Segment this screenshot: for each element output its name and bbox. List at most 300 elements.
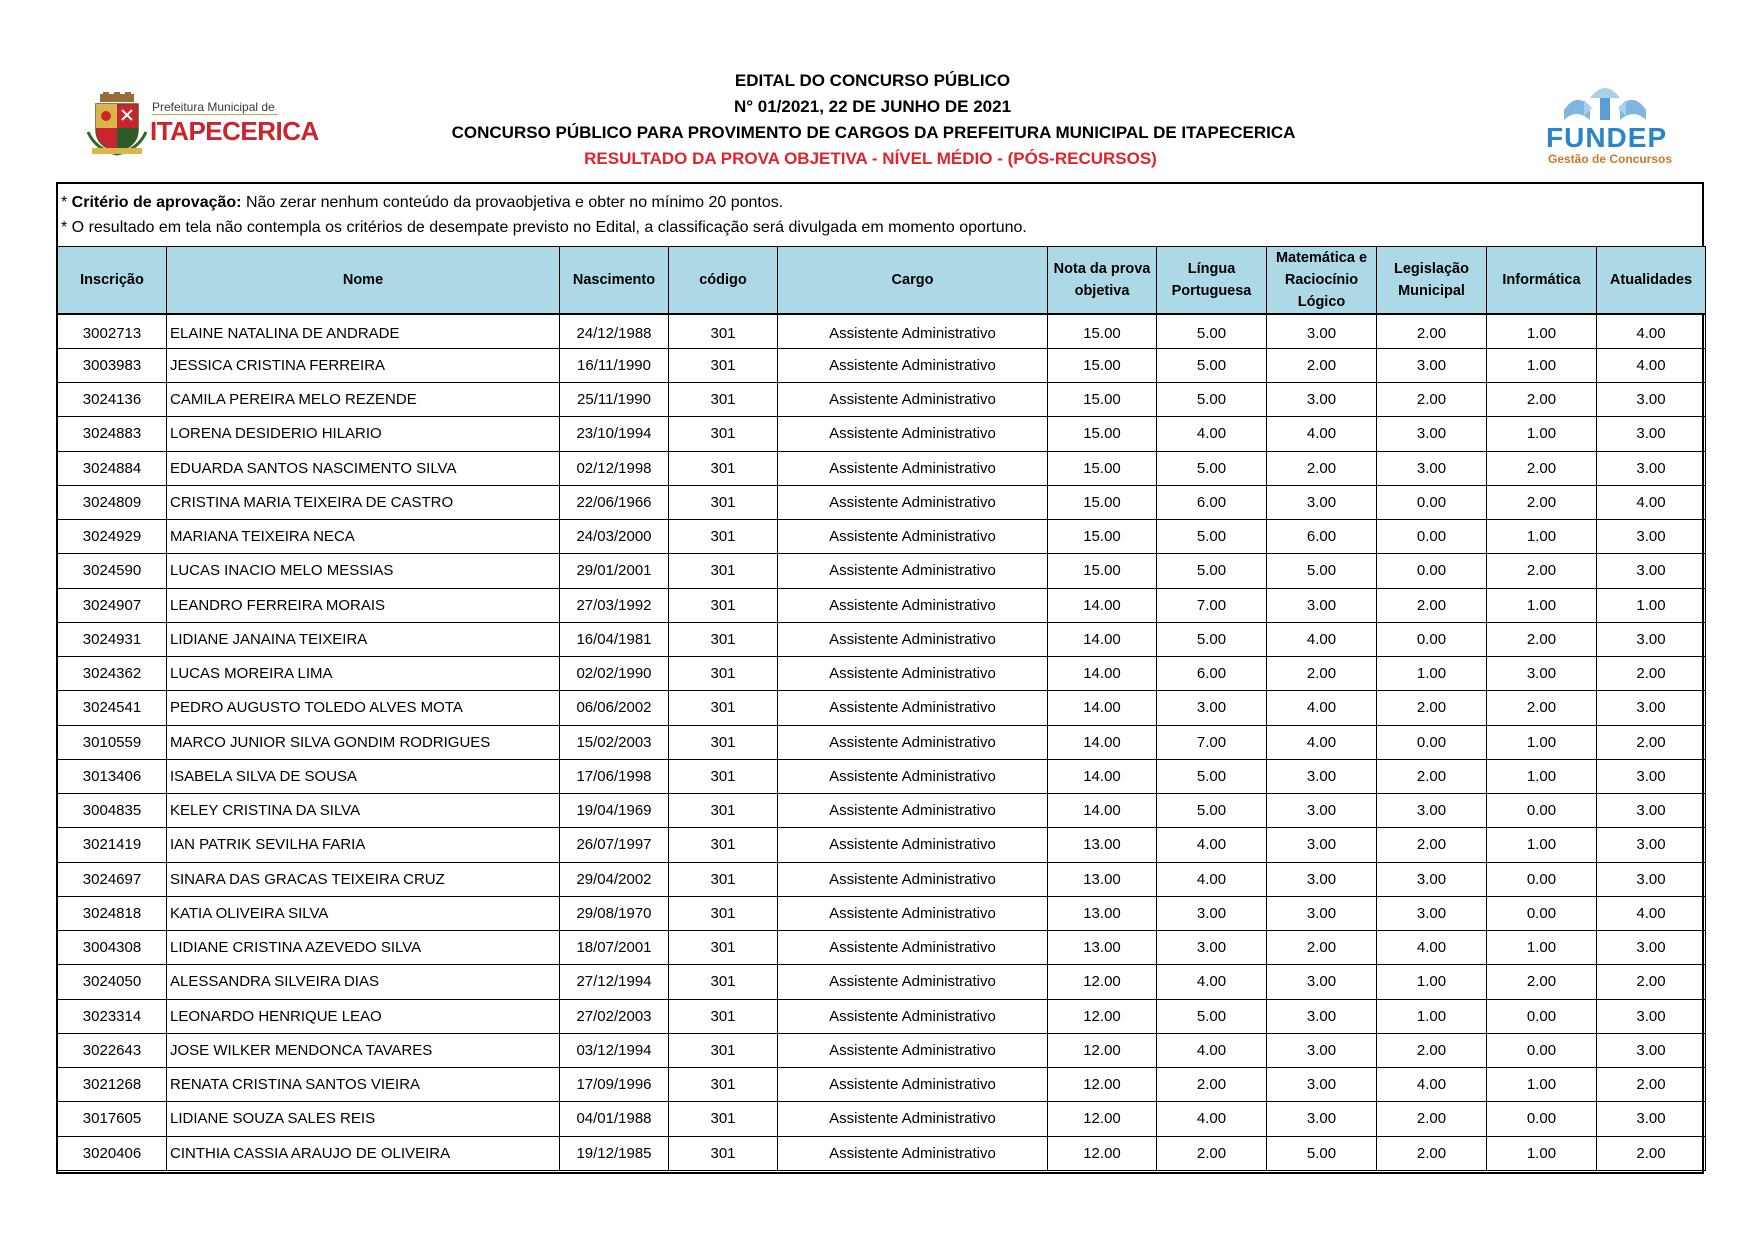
cell-legislacao: 2.00 [1377, 691, 1487, 725]
cell-atualidades: 2.00 [1597, 725, 1706, 759]
cell-nome: CINTHIA CASSIA ARAUJO DE OLIVEIRA [167, 1136, 560, 1170]
cell-nota: 14.00 [1048, 725, 1157, 759]
cell-cargo: Assistente Administrativo [778, 314, 1048, 348]
cell-lingua-portuguesa: 4.00 [1157, 1033, 1267, 1067]
cell-inscricao: 3003983 [58, 348, 167, 382]
cell-legislacao: 0.00 [1377, 485, 1487, 519]
cell-nascimento: 29/04/2002 [560, 862, 669, 896]
cell-nota: 12.00 [1048, 999, 1157, 1033]
note-approval-prefix: * [61, 194, 72, 211]
cell-matematica: 2.00 [1267, 931, 1377, 965]
cell-nome: LIDIANE CRISTINA AZEVEDO SILVA [167, 931, 560, 965]
cell-inscricao: 3024050 [58, 965, 167, 999]
cell-matematica: 3.00 [1267, 485, 1377, 519]
cell-cargo: Assistente Administrativo [778, 622, 1048, 656]
col-header-legislacao: Legislação Municipal [1377, 247, 1487, 315]
cell-codigo: 301 [669, 1068, 778, 1102]
cell-cargo: Assistente Administrativo [778, 965, 1048, 999]
table-row [58, 1068, 1706, 1102]
cell-legislacao: 4.00 [1377, 931, 1487, 965]
cell-legislacao: 0.00 [1377, 554, 1487, 588]
cell-atualidades: 3.00 [1597, 1033, 1706, 1067]
fundep-logo [1536, 80, 1676, 168]
col-header-matematica: Matemática e Raciocínio Lógico [1267, 247, 1377, 315]
cell-nota: 14.00 [1048, 759, 1157, 793]
cell-lingua-portuguesa: 4.00 [1157, 1102, 1267, 1136]
cell-atualidades: 4.00 [1597, 485, 1706, 519]
col-header-cargo: Cargo [778, 247, 1048, 315]
table-row [58, 314, 1706, 348]
cell-nome: LIDIANE SOUZA SALES REIS [167, 1102, 560, 1136]
cell-informatica: 2.00 [1487, 965, 1597, 999]
cell-codigo: 301 [669, 657, 778, 691]
cell-lingua-portuguesa: 2.00 [1157, 1136, 1267, 1170]
cell-legislacao: 2.00 [1377, 588, 1487, 622]
cell-atualidades: 3.00 [1597, 828, 1706, 862]
cell-codigo: 301 [669, 520, 778, 554]
cell-nascimento: 02/12/1998 [560, 451, 669, 485]
cell-lingua-portuguesa: 4.00 [1157, 862, 1267, 896]
cell-nascimento: 17/09/1996 [560, 1068, 669, 1102]
cell-legislacao: 2.00 [1377, 759, 1487, 793]
cell-nota: 15.00 [1048, 383, 1157, 417]
cell-codigo: 301 [669, 862, 778, 896]
cell-nome: LORENA DESIDERIO HILARIO [167, 417, 560, 451]
cell-lingua-portuguesa: 5.00 [1157, 348, 1267, 382]
cell-codigo: 301 [669, 794, 778, 828]
cell-cargo: Assistente Administrativo [778, 725, 1048, 759]
cell-atualidades: 3.00 [1597, 1102, 1706, 1136]
col-header-nota: Nota da prova objetiva [1048, 247, 1157, 315]
cell-matematica: 3.00 [1267, 1068, 1377, 1102]
cell-nota: 15.00 [1048, 485, 1157, 519]
cell-atualidades: 4.00 [1597, 314, 1706, 348]
cell-nascimento: 02/02/1990 [560, 657, 669, 691]
cell-matematica: 4.00 [1267, 417, 1377, 451]
cell-nascimento: 24/03/2000 [560, 520, 669, 554]
cell-nascimento: 23/10/1994 [560, 417, 669, 451]
cell-nascimento: 17/06/1998 [560, 759, 669, 793]
cell-nome: CAMILA PEREIRA MELO REZENDE [167, 383, 560, 417]
logo-prefix: Prefeitura Municipal de [152, 100, 275, 114]
cell-codigo: 301 [669, 348, 778, 382]
cell-nome: JESSICA CRISTINA FERREIRA [167, 348, 560, 382]
cell-informatica: 3.00 [1487, 657, 1597, 691]
cell-codigo: 301 [669, 451, 778, 485]
table-row [58, 554, 1706, 588]
cell-matematica: 3.00 [1267, 999, 1377, 1033]
cell-inscricao: 3021268 [58, 1068, 167, 1102]
cell-codigo: 301 [669, 759, 778, 793]
cell-nascimento: 25/11/1990 [560, 383, 669, 417]
cell-atualidades: 1.00 [1597, 588, 1706, 622]
document-header [0, 68, 1755, 172]
cell-informatica: 0.00 [1487, 999, 1597, 1033]
cell-nome: LIDIANE JANAINA TEIXEIRA [167, 622, 560, 656]
table-row [58, 485, 1706, 519]
cell-informatica: 2.00 [1487, 485, 1597, 519]
cell-matematica: 3.00 [1267, 1102, 1377, 1136]
cell-legislacao: 0.00 [1377, 520, 1487, 554]
cell-legislacao: 3.00 [1377, 451, 1487, 485]
cell-atualidades: 3.00 [1597, 999, 1706, 1033]
cell-informatica: 1.00 [1487, 931, 1597, 965]
cell-atualidades: 2.00 [1597, 1068, 1706, 1102]
cell-legislacao: 2.00 [1377, 1136, 1487, 1170]
cell-nome: KATIA OLIVEIRA SILVA [167, 896, 560, 930]
cell-nascimento: 06/06/2002 [560, 691, 669, 725]
cell-lingua-portuguesa: 2.00 [1157, 1068, 1267, 1102]
table-row [58, 622, 1706, 656]
col-header-nome: Nome [167, 247, 560, 315]
cell-nota: 12.00 [1048, 1033, 1157, 1067]
table-row [58, 999, 1706, 1033]
cell-atualidades: 3.00 [1597, 622, 1706, 656]
cell-cargo: Assistente Administrativo [778, 931, 1048, 965]
cell-cargo: Assistente Administrativo [778, 999, 1048, 1033]
cell-matematica: 3.00 [1267, 383, 1377, 417]
cell-legislacao: 1.00 [1377, 999, 1487, 1033]
cell-informatica: 0.00 [1487, 1102, 1597, 1136]
cell-nota: 14.00 [1048, 657, 1157, 691]
table-row [58, 691, 1706, 725]
cell-nome: ALESSANDRA SILVEIRA DIAS [167, 965, 560, 999]
cell-nascimento: 04/01/1988 [560, 1102, 669, 1136]
cell-informatica: 1.00 [1487, 314, 1597, 348]
cell-cargo: Assistente Administrativo [778, 691, 1048, 725]
cell-nota: 13.00 [1048, 896, 1157, 930]
cell-inscricao: 3024931 [58, 622, 167, 656]
cell-matematica: 4.00 [1267, 725, 1377, 759]
cell-codigo: 301 [669, 691, 778, 725]
table-row [58, 417, 1706, 451]
cell-lingua-portuguesa: 5.00 [1157, 622, 1267, 656]
results-table [57, 246, 1706, 1171]
cell-legislacao: 4.00 [1377, 1068, 1487, 1102]
cell-nascimento: 27/02/2003 [560, 999, 669, 1033]
table-row [58, 383, 1706, 417]
cell-atualidades: 3.00 [1597, 520, 1706, 554]
cell-lingua-portuguesa: 5.00 [1157, 999, 1267, 1033]
cell-nota: 14.00 [1048, 691, 1157, 725]
cell-codigo: 301 [669, 725, 778, 759]
fundep-brand: FUNDEP [1546, 122, 1668, 153]
cell-informatica: 1.00 [1487, 520, 1597, 554]
cell-atualidades: 2.00 [1597, 657, 1706, 691]
cell-matematica: 4.00 [1267, 691, 1377, 725]
cell-matematica: 2.00 [1267, 657, 1377, 691]
cell-legislacao: 2.00 [1377, 383, 1487, 417]
cell-codigo: 301 [669, 622, 778, 656]
cell-informatica: 2.00 [1487, 383, 1597, 417]
cell-nome: IAN PATRIK SEVILHA FARIA [167, 828, 560, 862]
cell-informatica: 0.00 [1487, 1033, 1597, 1067]
cell-nota: 13.00 [1048, 931, 1157, 965]
table-row [58, 348, 1706, 382]
cell-informatica: 1.00 [1487, 588, 1597, 622]
col-header-nascimento: Nascimento [560, 247, 669, 315]
cell-matematica: 3.00 [1267, 794, 1377, 828]
cell-cargo: Assistente Administrativo [778, 417, 1048, 451]
cell-cargo: Assistente Administrativo [778, 588, 1048, 622]
cell-nascimento: 19/12/1985 [560, 1136, 669, 1170]
cell-atualidades: 3.00 [1597, 931, 1706, 965]
cell-codigo: 301 [669, 1033, 778, 1067]
cell-informatica: 2.00 [1487, 691, 1597, 725]
cell-atualidades: 3.00 [1597, 417, 1706, 451]
cell-nome: SINARA DAS GRACAS TEIXEIRA CRUZ [167, 862, 560, 896]
cell-legislacao: 3.00 [1377, 348, 1487, 382]
cell-nascimento: 15/02/2003 [560, 725, 669, 759]
cell-codigo: 301 [669, 896, 778, 930]
cell-matematica: 2.00 [1267, 348, 1377, 382]
table-row [58, 828, 1706, 862]
cell-lingua-portuguesa: 3.00 [1157, 691, 1267, 725]
cell-nome: ELAINE NATALINA DE ANDRADE [167, 314, 560, 348]
cell-atualidades: 3.00 [1597, 759, 1706, 793]
cell-lingua-portuguesa: 5.00 [1157, 759, 1267, 793]
cell-inscricao: 3022643 [58, 1033, 167, 1067]
cell-inscricao: 3024136 [58, 383, 167, 417]
cell-codigo: 301 [669, 965, 778, 999]
cell-codigo: 301 [669, 828, 778, 862]
cell-informatica: 0.00 [1487, 794, 1597, 828]
col-header-atualidades: Atualidades [1597, 247, 1706, 315]
cell-nome: KELEY CRISTINA DA SILVA [167, 794, 560, 828]
cell-informatica: 2.00 [1487, 622, 1597, 656]
cell-lingua-portuguesa: 5.00 [1157, 451, 1267, 485]
cell-legislacao: 1.00 [1377, 657, 1487, 691]
cell-nota: 13.00 [1048, 828, 1157, 862]
cell-inscricao: 3010559 [58, 725, 167, 759]
cell-codigo: 301 [669, 931, 778, 965]
table-row [58, 759, 1706, 793]
cell-informatica: 1.00 [1487, 348, 1597, 382]
cell-nome: LUCAS INACIO MELO MESSIAS [167, 554, 560, 588]
cell-informatica: 1.00 [1487, 759, 1597, 793]
cell-nome: EDUARDA SANTOS NASCIMENTO SILVA [167, 451, 560, 485]
cell-informatica: 1.00 [1487, 417, 1597, 451]
cell-legislacao: 1.00 [1377, 965, 1487, 999]
cell-informatica: 1.00 [1487, 1136, 1597, 1170]
table-row [58, 896, 1706, 930]
cell-nome: PEDRO AUGUSTO TOLEDO ALVES MOTA [167, 691, 560, 725]
table-header-row [58, 247, 1706, 315]
cell-nascimento: 27/12/1994 [560, 965, 669, 999]
cell-lingua-portuguesa: 6.00 [1157, 485, 1267, 519]
cell-lingua-portuguesa: 4.00 [1157, 417, 1267, 451]
cell-inscricao: 3017605 [58, 1102, 167, 1136]
cell-nota: 15.00 [1048, 417, 1157, 451]
table-row [58, 725, 1706, 759]
cell-atualidades: 4.00 [1597, 896, 1706, 930]
cell-codigo: 301 [669, 417, 778, 451]
cell-nota: 15.00 [1048, 554, 1157, 588]
cell-matematica: 5.00 [1267, 554, 1377, 588]
table-row [58, 862, 1706, 896]
table-row [58, 657, 1706, 691]
cell-atualidades: 3.00 [1597, 554, 1706, 588]
cell-inscricao: 3024541 [58, 691, 167, 725]
col-header-inscricao: Inscrição [58, 247, 167, 315]
col-header-codigo: código [669, 247, 778, 315]
cell-cargo: Assistente Administrativo [778, 862, 1048, 896]
cell-atualidades: 3.00 [1597, 451, 1706, 485]
cell-nome: CRISTINA MARIA TEIXEIRA DE CASTRO [167, 485, 560, 519]
col-header-informatica: Informática [1487, 247, 1597, 315]
cell-nascimento: 24/12/1988 [560, 314, 669, 348]
cell-inscricao: 3024818 [58, 896, 167, 930]
cell-inscricao: 3024362 [58, 657, 167, 691]
cell-legislacao: 2.00 [1377, 828, 1487, 862]
cell-lingua-portuguesa: 6.00 [1157, 657, 1267, 691]
cell-nome: LEONARDO HENRIQUE LEAO [167, 999, 560, 1033]
cell-inscricao: 3002713 [58, 314, 167, 348]
cell-legislacao: 3.00 [1377, 794, 1487, 828]
cell-matematica: 3.00 [1267, 314, 1377, 348]
cell-atualidades: 3.00 [1597, 691, 1706, 725]
cell-inscricao: 3021419 [58, 828, 167, 862]
cell-matematica: 5.00 [1267, 1136, 1377, 1170]
table-row [58, 1136, 1706, 1170]
cell-cargo: Assistente Administrativo [778, 1033, 1048, 1067]
cell-matematica: 3.00 [1267, 828, 1377, 862]
cell-lingua-portuguesa: 4.00 [1157, 828, 1267, 862]
cell-codigo: 301 [669, 588, 778, 622]
cell-matematica: 3.00 [1267, 896, 1377, 930]
cell-lingua-portuguesa: 5.00 [1157, 520, 1267, 554]
cell-nome: LEANDRO FERREIRA MORAIS [167, 588, 560, 622]
cell-codigo: 301 [669, 485, 778, 519]
cell-informatica: 1.00 [1487, 828, 1597, 862]
table-row [58, 794, 1706, 828]
cell-nota: 15.00 [1048, 314, 1157, 348]
note-approval [61, 190, 1027, 215]
cell-cargo: Assistente Administrativo [778, 485, 1048, 519]
cell-lingua-portuguesa: 5.00 [1157, 314, 1267, 348]
cell-cargo: Assistente Administrativo [778, 348, 1048, 382]
note-approval-text: Não zerar nenhum conteúdo da provaobjetiva e obter no mínimo 20 pontos. [241, 194, 784, 211]
cell-lingua-portuguesa: 4.00 [1157, 965, 1267, 999]
cell-atualidades: 2.00 [1597, 965, 1706, 999]
cell-cargo: Assistente Administrativo [778, 554, 1048, 588]
cell-nota: 14.00 [1048, 588, 1157, 622]
cell-codigo: 301 [669, 1102, 778, 1136]
cell-informatica: 1.00 [1487, 725, 1597, 759]
cell-nota: 15.00 [1048, 348, 1157, 382]
cell-inscricao: 3013406 [58, 759, 167, 793]
cell-informatica: 2.00 [1487, 554, 1597, 588]
table-row [58, 1033, 1706, 1067]
table-row [58, 520, 1706, 554]
cell-nota: 14.00 [1048, 794, 1157, 828]
col-header-lingua-portuguesa: Língua Portuguesa [1157, 247, 1267, 315]
cell-nota: 14.00 [1048, 622, 1157, 656]
cell-nota: 15.00 [1048, 520, 1157, 554]
cell-lingua-portuguesa: 7.00 [1157, 588, 1267, 622]
cell-atualidades: 3.00 [1597, 794, 1706, 828]
cell-matematica: 3.00 [1267, 862, 1377, 896]
cell-nascimento: 16/04/1981 [560, 622, 669, 656]
cell-lingua-portuguesa: 5.00 [1157, 794, 1267, 828]
cell-legislacao: 2.00 [1377, 314, 1487, 348]
cell-codigo: 301 [669, 554, 778, 588]
title-concurso: CONCURSO PÚBLICO PARA PROVIMENTO DE CARGOS DA PREFEITURA MUNICIPAL DE ITAPECERICA [451, 123, 1296, 142]
cell-inscricao: 3004835 [58, 794, 167, 828]
cell-matematica: 3.00 [1267, 759, 1377, 793]
title-number-date: N° 01/2021, 22 DE JUNHO DE 2021 [733, 97, 1012, 116]
cell-cargo: Assistente Administrativo [778, 657, 1048, 691]
logo-city: ITAPECERICA [150, 116, 319, 146]
cell-cargo: Assistente Administrativo [778, 520, 1048, 554]
title-edital: EDITAL DO CONCURSO PÚBLICO [734, 71, 1011, 90]
note-approval-label: Critério de aprovação: [71, 194, 242, 211]
cell-legislacao: 0.00 [1377, 725, 1487, 759]
cell-inscricao: 3024697 [58, 862, 167, 896]
cell-nome: LUCAS MOREIRA LIMA [167, 657, 560, 691]
cell-nota: 12.00 [1048, 1136, 1157, 1170]
cell-legislacao: 2.00 [1377, 1033, 1487, 1067]
table-row [58, 451, 1706, 485]
cell-cargo: Assistente Administrativo [778, 794, 1048, 828]
cell-legislacao: 0.00 [1377, 622, 1487, 656]
cell-matematica: 4.00 [1267, 622, 1377, 656]
cell-nome: ISABELA SILVA DE SOUSA [167, 759, 560, 793]
cell-inscricao: 3020406 [58, 1136, 167, 1170]
cell-matematica: 2.00 [1267, 451, 1377, 485]
cell-nascimento: 27/03/1992 [560, 588, 669, 622]
cell-nota: 12.00 [1048, 1068, 1157, 1102]
cell-nota: 13.00 [1048, 862, 1157, 896]
cell-nascimento: 29/01/2001 [560, 554, 669, 588]
table-row [58, 1102, 1706, 1136]
results-frame [56, 182, 1704, 1174]
fundep-mark-icon [1554, 80, 1656, 126]
cell-inscricao: 3024590 [58, 554, 167, 588]
cell-nome: JOSE WILKER MENDONCA TAVARES [167, 1033, 560, 1067]
table-row [58, 588, 1706, 622]
cell-codigo: 301 [669, 314, 778, 348]
cell-matematica: 6.00 [1267, 520, 1377, 554]
cell-matematica: 3.00 [1267, 965, 1377, 999]
results-table-body [58, 314, 1706, 1170]
cell-nota: 12.00 [1048, 1102, 1157, 1136]
cell-informatica: 1.00 [1487, 1068, 1597, 1102]
cell-nascimento: 26/07/1997 [560, 828, 669, 862]
cell-nascimento: 16/11/1990 [560, 348, 669, 382]
cell-inscricao: 3004308 [58, 931, 167, 965]
cell-nota: 12.00 [1048, 965, 1157, 999]
cell-nascimento: 03/12/1994 [560, 1033, 669, 1067]
cell-atualidades: 3.00 [1597, 383, 1706, 417]
cell-informatica: 2.00 [1487, 451, 1597, 485]
cell-cargo: Assistente Administrativo [778, 828, 1048, 862]
cell-legislacao: 3.00 [1377, 862, 1487, 896]
cell-atualidades: 4.00 [1597, 348, 1706, 382]
table-row [58, 931, 1706, 965]
cell-cargo: Assistente Administrativo [778, 896, 1048, 930]
cell-inscricao: 3024884 [58, 451, 167, 485]
cell-nome: MARCO JUNIOR SILVA GONDIM RODRIGUES [167, 725, 560, 759]
cell-cargo: Assistente Administrativo [778, 759, 1048, 793]
cell-atualidades: 3.00 [1597, 862, 1706, 896]
cell-nome: MARIANA TEIXEIRA NECA [167, 520, 560, 554]
cell-nascimento: 22/06/1966 [560, 485, 669, 519]
fundep-subtitle: Gestão de Concursos [1548, 152, 1673, 166]
cell-inscricao: 3023314 [58, 999, 167, 1033]
title-resultado: RESULTADO DA PROVA OBJETIVA - NÍVEL MÉDIO - (PÓS-RECURSOS) [584, 149, 1157, 168]
cell-inscricao: 3024929 [58, 520, 167, 554]
